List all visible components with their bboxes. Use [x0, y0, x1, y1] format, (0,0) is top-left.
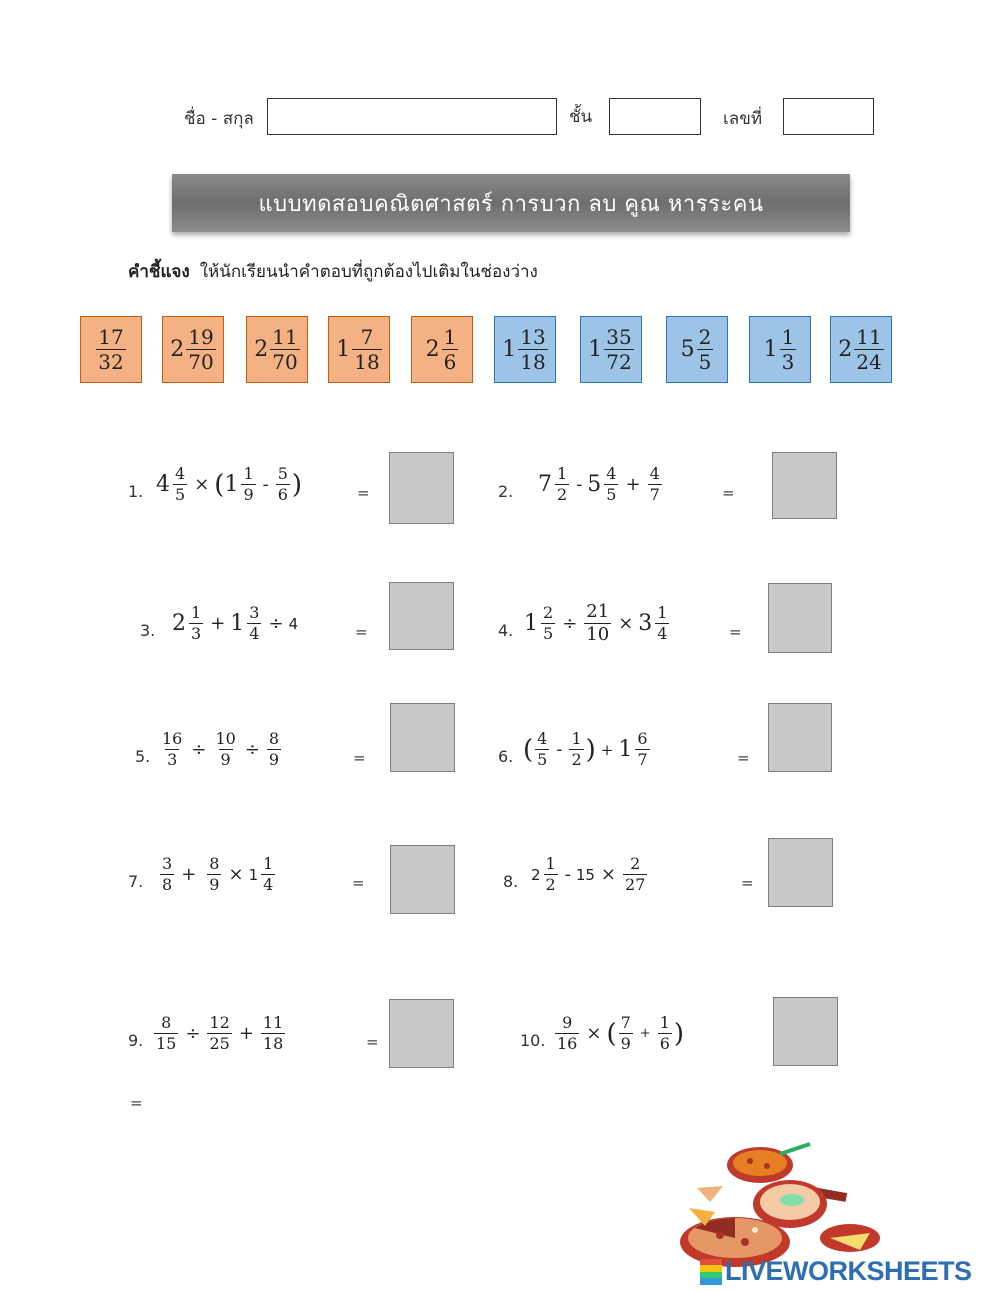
instruction — [128, 258, 538, 285]
problem-9-equals: = — [366, 1033, 379, 1051]
tile-numerator: 7 — [360, 325, 374, 349]
problem-6-expression: ( $\frac{4}{5}$ - $\frac{1}{2}$ ) + 1 $\frac{6}{7}$ — [523, 729, 648, 769]
answer-box-3[interactable] — [389, 582, 454, 650]
answer-tile[interactable] — [494, 316, 556, 383]
answer-tile[interactable] — [830, 316, 892, 383]
tile-denominator: 24 — [856, 350, 882, 374]
answer-tile[interactable] — [162, 316, 224, 383]
problem-4-expression: 1 $\frac{2}{5}$ ÷ $\frac{21}{10}$ × 3 $\frac{1}{4}$ — [524, 601, 668, 645]
problem-9-number: 9. — [128, 1031, 144, 1050]
tile-whole: 2 — [170, 337, 185, 362]
tile-denominator: 3 — [781, 350, 795, 374]
tile-numerator: 11 — [856, 325, 882, 349]
tile-whole: 1 — [588, 337, 603, 362]
answer-tile[interactable] — [246, 316, 308, 383]
problem-6-equals: = — [737, 749, 750, 767]
answer-tile[interactable] — [80, 316, 142, 383]
answer-tile[interactable] — [328, 316, 390, 383]
tile-numerator: 1 — [443, 325, 457, 349]
pizza-illustration — [675, 1138, 890, 1268]
problem-3-expression: 2 $\frac{1}{3}$ + 1 $\frac{3}{4}$ ÷ 4 — [172, 603, 299, 643]
tile-denominator: 5 — [698, 350, 712, 374]
tile-denominator: 32 — [98, 350, 124, 374]
answer-tile[interactable] — [411, 316, 473, 383]
answer-tile[interactable] — [749, 316, 811, 383]
tile-denominator: 72 — [606, 350, 632, 374]
tile-denominator: 70 — [272, 350, 298, 374]
answer-box-10[interactable] — [773, 997, 838, 1066]
problem-1-number: 1. — [128, 482, 144, 501]
name-label: ชื่อ - สกุล — [184, 109, 254, 129]
page-title: แบบทดสอบคณิตศาสตร์ การบวก ลบ คูณ หารระคน — [172, 174, 850, 232]
tile-whole: 2 — [425, 337, 440, 362]
answer-box-9[interactable] — [389, 999, 454, 1068]
answer-box-8[interactable] — [768, 838, 833, 907]
instruction-text: ให้นักเรียนนำคำตอบที่ถูกต้องไปเติมในช่องว่าง — [199, 262, 538, 282]
tile-denominator: 18 — [354, 350, 380, 374]
class-input[interactable] — [609, 98, 701, 135]
problem-8-expression: 2 $\frac{1}{2}$ - 15 × $\frac{2}{27}$ — [531, 854, 646, 894]
tile-whole: 1 — [502, 337, 517, 362]
answer-box-7[interactable] — [390, 845, 455, 914]
answer-tile[interactable] — [666, 316, 728, 383]
instruction-label: คำชี้แจง — [128, 262, 190, 282]
problem-1-expression: 4 $\frac{4}{5}$ × ( 1 $\frac{1}{9}$ - $\frac{5}{6}$ ) — [156, 464, 303, 504]
answer-box-4[interactable] — [768, 583, 832, 653]
answer-box-5[interactable] — [390, 703, 455, 772]
tile-numerator: 1 — [781, 325, 795, 349]
tile-denominator: 70 — [188, 350, 214, 374]
problem-7-equals: = — [352, 874, 365, 892]
problem-5-number: 5. — [135, 747, 151, 766]
problem-10-expression: $\frac{9}{16}$ × ( $\frac{7}{9}$ + $\frac{1}{6}$ ) — [557, 1013, 685, 1053]
problem-8-number: 8. — [503, 872, 519, 891]
problem-9-expression: $\frac{8}{15}$ ÷ $\frac{12}{25}$ + $\frac{11}{18}$ — [156, 1013, 284, 1053]
problem-2-number: 2. — [498, 482, 514, 501]
answer-box-1[interactable] — [389, 452, 454, 524]
tile-whole: 5 — [680, 337, 695, 362]
logo-icon — [700, 1259, 722, 1285]
tile-numerator: 19 — [188, 325, 214, 349]
tile-numerator: 13 — [520, 325, 546, 349]
tile-numerator: 11 — [272, 325, 298, 349]
problem-7-expression: $\frac{3}{8}$ + $\frac{8}{9}$ × 1 $\frac{1}{4}$ — [162, 854, 274, 894]
answer-box-2[interactable] — [772, 452, 837, 519]
tile-numerator: 2 — [698, 325, 712, 349]
problem-4-number: 4. — [498, 621, 514, 640]
problem-7-number: 7. — [128, 872, 144, 891]
tile-whole: 2 — [254, 337, 269, 362]
problem-1-equals: = — [357, 484, 370, 502]
liveworksheets-logo — [700, 1256, 972, 1287]
tile-denominator: 6 — [443, 350, 457, 374]
tile-numerator: 17 — [98, 325, 124, 349]
class-label: ชั้น — [569, 107, 593, 127]
problem-2-expression: 7 $\frac{1}{2}$ - 5 $\frac{4}{5}$ + $\frac{4}{7}$ — [538, 464, 660, 504]
problem-5-expression: $\frac{16}{3}$ ÷ $\frac{10}{9}$ ÷ $\frac{8}{9}$ — [162, 729, 280, 769]
tile-numerator: 35 — [606, 325, 632, 349]
problem-10-number: 10. — [520, 1031, 546, 1050]
tile-denominator: 18 — [520, 350, 546, 374]
tile-whole: 2 — [838, 337, 853, 362]
tile-whole: 1 — [763, 337, 778, 362]
problem-5-equals: = — [353, 749, 366, 767]
problem-2-equals: = — [722, 484, 735, 502]
student-number-input[interactable] — [783, 98, 874, 135]
logo-text: LIVEWORKSHEETS — [725, 1256, 972, 1286]
answer-box-6[interactable] — [768, 703, 832, 772]
problem-3-equals: = — [355, 623, 368, 641]
name-input[interactable] — [267, 98, 557, 135]
answer-tile[interactable] — [580, 316, 642, 383]
stray-equals: = — [130, 1094, 143, 1112]
tile-whole: 1 — [336, 337, 351, 362]
problem-8-equals: = — [741, 874, 754, 892]
problem-3-number: 3. — [140, 621, 156, 640]
number-label: เลขที่ — [723, 109, 763, 129]
problem-4-equals: = — [729, 623, 742, 641]
problem-6-number: 6. — [498, 747, 514, 766]
